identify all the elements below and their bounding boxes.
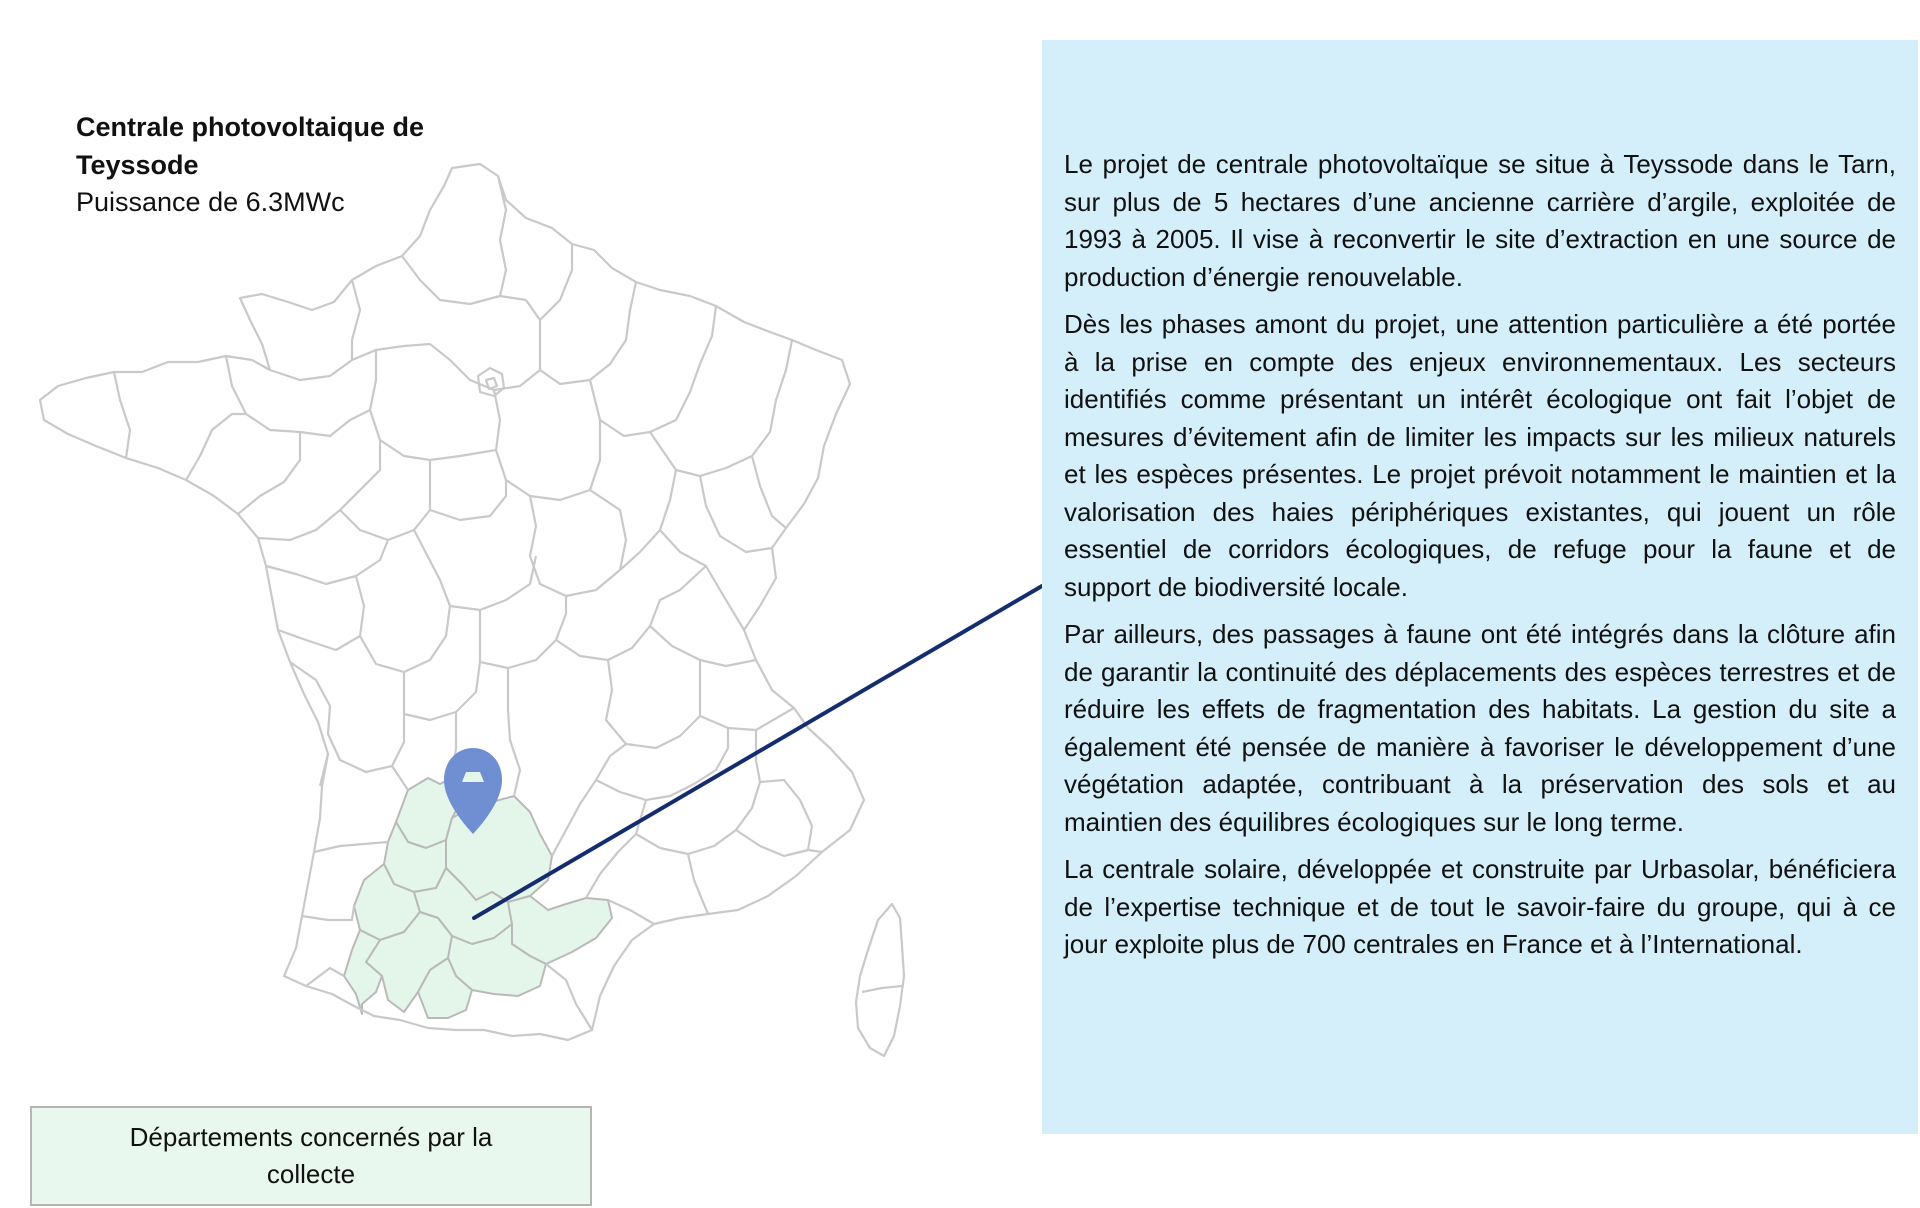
department-border <box>526 244 572 320</box>
department-border <box>402 256 526 304</box>
paris-region-border <box>478 368 504 396</box>
department-border <box>752 456 786 528</box>
department-border <box>700 708 794 730</box>
corsica-outline <box>856 904 904 1056</box>
department-border <box>508 668 520 796</box>
project-description-panel <box>1042 40 1918 1134</box>
department-border <box>660 530 744 630</box>
department-border <box>114 372 130 458</box>
department-border <box>352 280 360 360</box>
map-title: Centrale photovoltaique de Teyssode <box>76 112 425 180</box>
department-border <box>186 414 246 480</box>
department-border <box>278 630 360 650</box>
paris-region-border <box>486 378 497 389</box>
description-paragraph: La centrale solaire, développée et construite par Urbasolar, bénéficiera de l’expertise technique et de tout le savoir-faire du groupe, qui à ce jour exploite plus de 700 centrales en France et à l’International. <box>1064 854 1896 959</box>
department-border <box>266 540 388 584</box>
department-border <box>270 344 430 380</box>
department-border <box>650 340 792 476</box>
department-border <box>430 480 506 520</box>
description-paragraph: Par ailleurs, des passages à faune ont été intégrés dans la clôture afin de garantir la continuité des déplacements des espèces terrestres et de réduire les effets de fragmentation des habitats. La gestion du site a également été pensée de manière à favoriser le développement d’une végétation adaptée, contribuant à la préservation des sols et au maintien des équilibres écologiques sur le long terme. <box>1064 619 1896 837</box>
department-border <box>556 566 706 660</box>
department-border <box>650 626 756 666</box>
corsica-border <box>862 986 902 992</box>
department-border <box>540 282 636 384</box>
department-border <box>340 460 430 540</box>
department-border <box>530 490 626 596</box>
map-subtitle: Puissance de 6.3MWc <box>76 187 345 217</box>
department-border <box>590 306 716 436</box>
department-border <box>404 610 480 720</box>
department-border <box>302 906 354 920</box>
department-border <box>226 356 370 436</box>
description-paragraph: Le projet de centrale photovoltaïque se situe à Teyssode dans le Tarn, sur plus de 5 hectares d’une ancienne carrière d’argile, exploitée de 1993 à 2005. Il vise à reconvertir le site d’extraction en une source de production d’énergie renouvelable. <box>1064 149 1896 292</box>
department-border <box>392 766 408 790</box>
department-border <box>238 432 300 514</box>
department-border <box>430 344 540 390</box>
department-border <box>450 556 536 610</box>
department-border <box>480 596 566 668</box>
department-border <box>370 350 496 460</box>
description-paragraph: Dès les phases amont du projet, une attention particulière a été portée à la prise en compte des enjeux environnementaux. Les secteurs identifiés comme présentant un intérêt écologique ont fait l’objet de mesures d’évitement afin de limiter les impacts sur les milieux naturels et les espèces présentes. Le projet prévoit notamment le maintien et la valorisation des haies périphériques existantes, qui jouent un rôle essentiel de corridors écologiques, de refuge pour la faune et de support de biodiversité locale. <box>1064 309 1896 602</box>
department-border <box>546 964 592 1030</box>
department-border <box>620 470 676 570</box>
department-border <box>494 390 600 500</box>
legend-label: Départements concernés par la collecte <box>129 1122 493 1189</box>
department-hautes-pyrenees <box>344 930 382 1014</box>
department-border <box>258 440 380 540</box>
department-border <box>314 842 388 852</box>
department-border <box>356 530 450 672</box>
department-border <box>290 662 404 772</box>
department-border <box>760 780 812 850</box>
department-border <box>596 728 728 800</box>
department-border <box>688 854 708 914</box>
map-legend <box>30 1106 592 1206</box>
leader-line <box>474 586 1042 918</box>
department-border <box>608 900 654 924</box>
department-border <box>606 660 700 748</box>
department-border <box>306 968 344 986</box>
department-border <box>552 744 626 856</box>
